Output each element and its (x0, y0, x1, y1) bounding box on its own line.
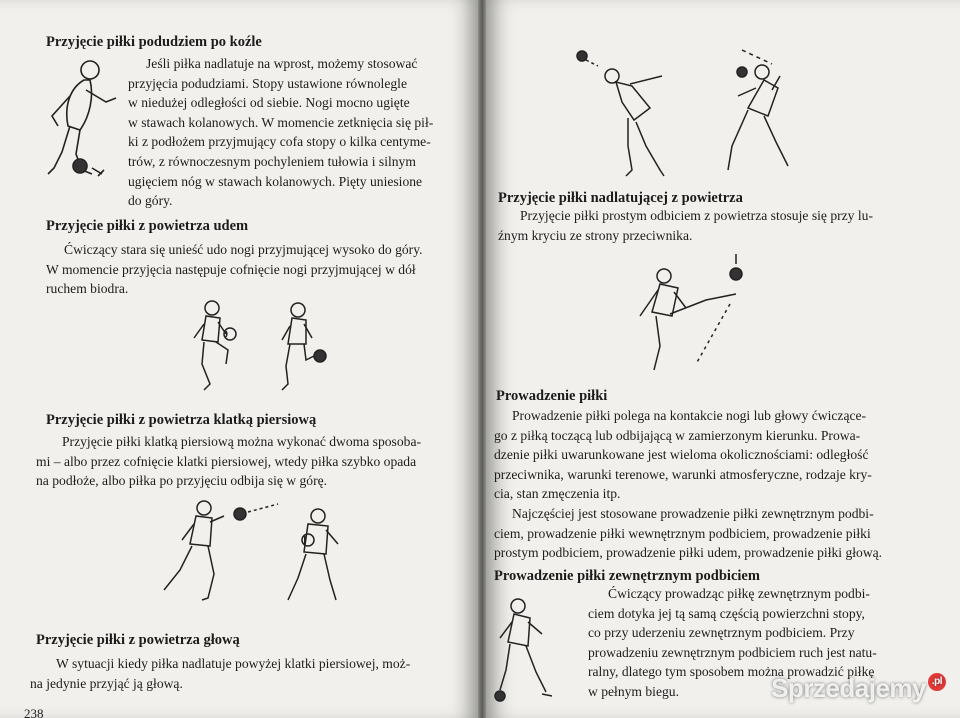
heading-thigh: Przyjęcie piłki z powietrza udem (46, 218, 249, 234)
player-figure-icon (490, 596, 586, 706)
text-line: Ćwiczący prowadząc piłkę zewnętrznym podbi- (608, 586, 870, 601)
text-line: dzenie piłki uwarunkowane jest wieloma okolicznościami: odległość (494, 447, 869, 463)
left-page (0, 0, 478, 718)
player-figure-icon (40, 56, 122, 186)
text-thigh-shin-bounce (128, 54, 468, 211)
text-line: Jeśli piłka nadlatuje na wprost, możemy stosować (146, 56, 418, 71)
heading-chest: Przyjęcie piłki z powietrza klatką piersiową (46, 412, 317, 428)
heading-air-reception: Przyjęcie piłki nadlatującej z powietrza (498, 190, 743, 206)
text-chest (36, 432, 466, 491)
text-line: Ćwiczący stara się unieść udo nogi przyjmującej wysoko do góry. (64, 242, 423, 257)
text-line: przeciwnika, warunki terenowe, warunki atmosferyczne, rodzaje kry- (494, 466, 872, 482)
text-line: prowadzeniu zewnętrznym podbiciem ruch jest natu- (588, 644, 877, 660)
player-figure-icon (158, 496, 358, 608)
text-line: ki z podłożem przyjmujący cofa stopy o kilka centyme- (128, 134, 431, 150)
text-thigh (46, 240, 466, 299)
heading-outer-instep: Prowadzenie piłki zewnętrznym podbiciem (494, 568, 760, 584)
text-line: W momencie przyjęcia następuje cofnięcie nogi przyjmującej w dół (46, 261, 416, 277)
watermark (771, 673, 946, 704)
text-line: ciem dotyka jej tą samą częścią powierzchni stopy, (588, 605, 865, 621)
text-dribbling (494, 406, 944, 563)
page-number: 238 (24, 706, 44, 718)
player-figure-icon (188, 298, 334, 398)
text-line: Najczęściej jest stosowane prowadzenie piłki zewnętrznym podbi- (512, 505, 874, 521)
text-line: cia, stan zmęczenia itp. (494, 486, 621, 502)
text-line: trów, z równoczesnym pochyleniem tułowia i silnym (128, 153, 416, 169)
text-line: na podłoże, albo piłka po przyjęciu odbija się w górę. (36, 473, 328, 489)
text-air-reception (498, 206, 948, 245)
heading-dribbling: Prowadzenie piłki (496, 388, 608, 404)
heading-thigh-shin-bounce: Przyjęcie piłki podudziem po koźle (46, 34, 262, 50)
text-line: do góry. (128, 193, 173, 209)
watermark-badge: .pl (928, 673, 946, 691)
text-line: co przy uderzeniu zewnętrznym podbiciem. Przy (588, 625, 855, 641)
text-line: mi – albo przez cofnięcie klatki piersiowej, wtedy piłka szybko opada (36, 453, 417, 469)
heading-head: Przyjęcie piłki z powietrza głową (36, 632, 240, 648)
player-figure-icon (626, 254, 756, 376)
text-line: go z piłką toczącą lub odbijającą w zamierzonym kierunku. Prowa- (494, 427, 861, 443)
text-line: w niedużej odległości od siebie. Nogi mocno ugięte (128, 95, 410, 111)
text-head (30, 654, 470, 693)
text-line: na jedynie przyjąć ją głową. (30, 675, 183, 691)
text-line: Przyjęcie piłki klatką piersiową można wykonać dwoma sposoba- (62, 434, 421, 449)
right-page (486, 0, 960, 718)
text-line: Przyjęcie piłki prostym odbiciem z powietrza stosuje się przy lu- (520, 208, 873, 223)
watermark-text: Sprzedajemy (771, 673, 926, 703)
player-figure-icon (572, 46, 812, 186)
text-line: w stawach kolanowych. W momencie zetknięcia się pił- (128, 114, 434, 130)
text-line: ciem, prowadzenie piłki wewnętrznym podbiciem, prowadzenie piłki (494, 525, 871, 541)
text-line: ugięciem nóg w stawach kolanowych. Pięty uniesione (128, 173, 423, 189)
text-line: w pełnym biegu. (588, 683, 679, 699)
text-line: ruchem biodra. (46, 281, 129, 297)
text-line: W sytuacji kiedy piłka nadlatuje powyżej klatki piersiowej, moż- (56, 656, 411, 671)
text-line: Prowadzenie piłki polega na kontakcie nogi lub głowy ćwiczące- (512, 408, 867, 423)
text-line: prostym podbiciem, prowadzenie piłki udem, prowadzenie piłki głową. (494, 545, 883, 561)
text-line: przyjęcia podudziami. Stopy ustawione równolegle (128, 75, 407, 91)
text-line: źnym kryciu ze strony przeciwnika. (498, 227, 693, 243)
text-line: ralny, dlatego tym sposobem można prowadzić piłkę (588, 664, 875, 680)
